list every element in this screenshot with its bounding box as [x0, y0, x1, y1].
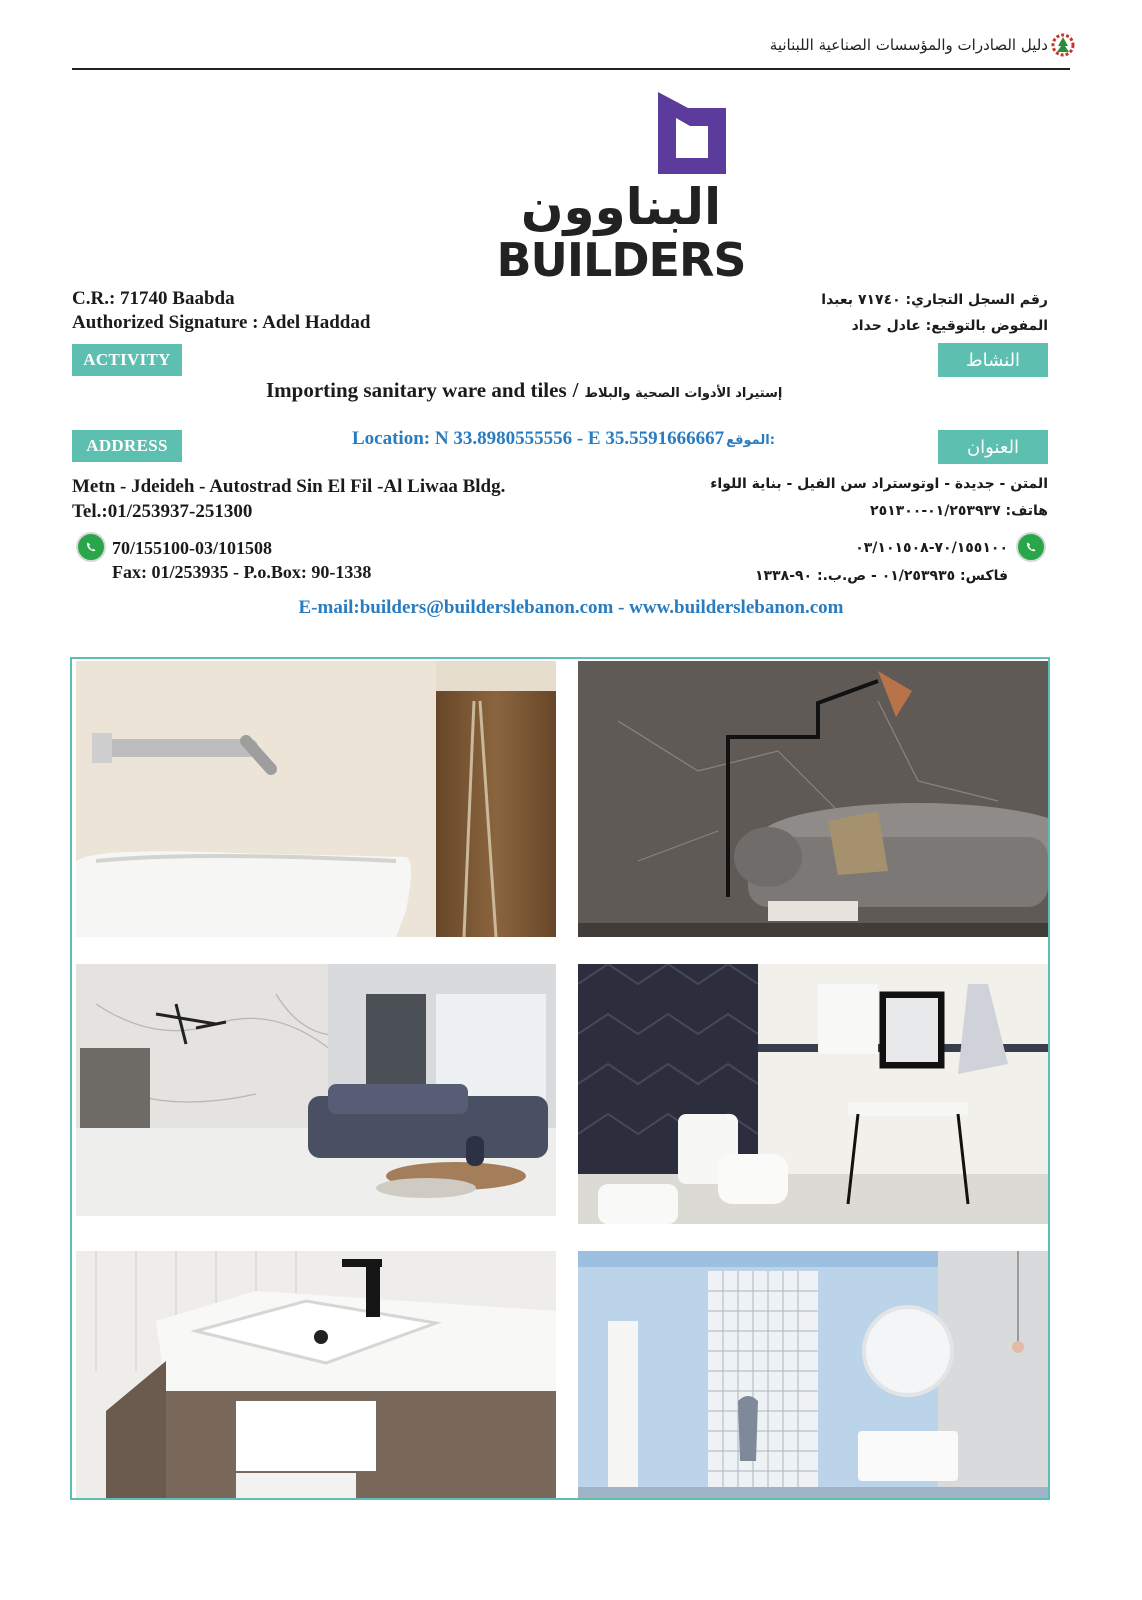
- builders-logo: [476, 78, 766, 290]
- white-marble-living-room-photo: [76, 964, 556, 1216]
- street-address-ar: المتن - جديدة - اوتوستراد سن الفيل - بناية اللواء: [710, 476, 1048, 492]
- blue-wall-bathroom-mirror-photo: [578, 1251, 1048, 1498]
- logo-arabic: البناوون: [520, 178, 722, 236]
- address-label-ar: العنوان: [938, 430, 1048, 464]
- email-website-link[interactable]: E-mail:builders@builderslebanon.com - www.builderslebanon.com: [298, 597, 844, 618]
- header-rule: [72, 68, 1070, 70]
- dark-tile-bathroom-photo: [578, 964, 1048, 1224]
- wall-faucet-washbasin-photo: [76, 661, 556, 937]
- logo-latin: BUILDERS: [496, 233, 746, 287]
- location-en: Location: N 33.8980555556 - E 35.5591666667: [352, 428, 725, 449]
- whatsapp-icon: [1016, 532, 1046, 562]
- mobile-ar: ٧٠/١٥٥١٠٠-٠٣/١٠١٥٠٨: [855, 540, 1008, 556]
- grey-marble-sofa-lamp-photo: [578, 661, 1048, 937]
- authorized-signature-ar: المفوض بالتوقيع: عادل حداد: [851, 318, 1048, 334]
- street-address-en: Metn - Jdeideh - Autostrad Sin El Fil -Al Liwaa Bldg.: [72, 476, 506, 497]
- address-label-en: ADDRESS: [72, 430, 182, 462]
- mobile-en: 70/155100-03/101508: [112, 538, 272, 558]
- commercial-register-en: C.R.: 71740 Baabda: [72, 288, 235, 309]
- fax-pobox-ar: فاكس: ٠١/٢٥٣٩٣٥ - ص.ب.: ٩٠-١٣٣٨: [755, 568, 1008, 584]
- location-line: [352, 428, 775, 450]
- activity-separator: /: [572, 378, 579, 402]
- telephone-en: Tel.:01/253937-251300: [72, 501, 253, 522]
- telephone-ar: هاتف: ٠١/٢٥٣٩٣٧-٢٥١٣٠٠: [870, 503, 1048, 519]
- authorized-signature-en: Authorized Signature : Adel Haddad: [72, 312, 371, 333]
- vanity-sink-cabinet-photo: [76, 1251, 556, 1498]
- location-ar: الموقع:: [726, 433, 775, 448]
- activity-text-ar: إستيراد الأدوات الصحية والبلاط: [584, 386, 783, 401]
- product-photo-grid: [70, 657, 1050, 1500]
- fax-pobox-en: Fax: 01/253935 - P.o.Box: 90-1338: [112, 562, 372, 582]
- gear-cedar-emblem-icon: [1050, 32, 1076, 58]
- commercial-register-ar: رقم السجل التجاري: ٧١٧٤٠ بعبدا: [821, 292, 1048, 308]
- whatsapp-icon: [76, 532, 106, 562]
- activity-line: [266, 378, 782, 403]
- guide-title: دليل الصادرات والمؤسسات الصناعية اللبنانية: [769, 36, 1048, 54]
- activity-text-en: Importing sanitary ware and tiles: [266, 378, 567, 402]
- activity-label-en: ACTIVITY: [72, 344, 182, 376]
- activity-label-ar: النشاط: [938, 343, 1048, 377]
